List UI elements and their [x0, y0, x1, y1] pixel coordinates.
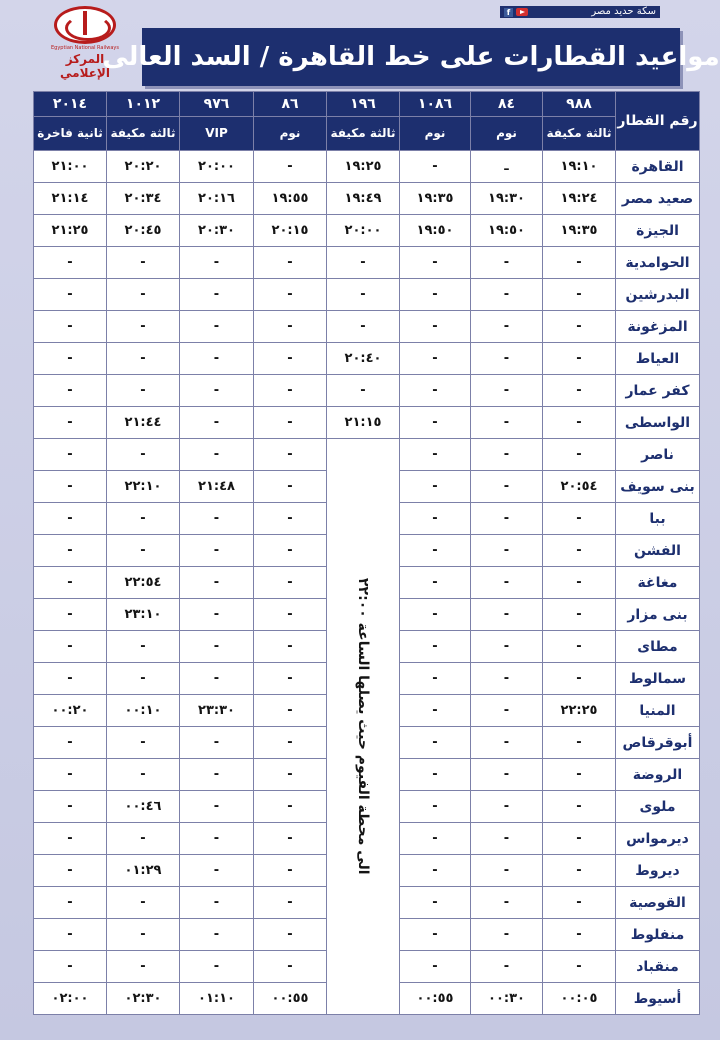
time-cell: -: [180, 503, 254, 535]
train-class: نوم: [471, 117, 543, 151]
time-cell: -: [34, 343, 107, 375]
station-name: أبوقرقاص: [616, 727, 700, 759]
time-cell: ٢١:٤٤: [107, 407, 180, 439]
station-name: البدرشين: [616, 279, 700, 311]
time-cell: -: [107, 439, 180, 471]
train-class: ثانية فاخرة: [34, 117, 107, 151]
train-class: VIP: [180, 117, 254, 151]
train-class: نوم: [254, 117, 327, 151]
time-cell: -: [327, 375, 400, 407]
train-196-note-cell: [327, 439, 400, 1015]
time-cell: -: [180, 855, 254, 887]
time-cell: -: [180, 631, 254, 663]
time-cell: -: [543, 887, 616, 919]
time-cell: -: [471, 919, 543, 951]
time-cell: -: [254, 311, 327, 343]
time-cell: -: [180, 343, 254, 375]
train-number: ٨٦: [254, 92, 327, 117]
time-cell: ٢١:١٤: [34, 183, 107, 215]
time-cell: -: [400, 311, 471, 343]
time-cell: -: [327, 279, 400, 311]
time-cell: -: [107, 727, 180, 759]
social-icons: [504, 8, 528, 17]
time-cell: -: [471, 727, 543, 759]
time-cell: -: [180, 247, 254, 279]
time-cell: -: [400, 919, 471, 951]
time-cell: -: [107, 535, 180, 567]
time-cell: -: [107, 663, 180, 695]
station-name: ناصر: [616, 439, 700, 471]
time-cell: -: [34, 759, 107, 791]
train-class: ثالثة مكيفة: [107, 117, 180, 151]
time-cell: -: [107, 759, 180, 791]
station-name: بنى سويف: [616, 471, 700, 503]
logo-subtitle: Egyptian National Railways: [51, 45, 119, 51]
time-cell: -: [400, 631, 471, 663]
time-cell: -: [34, 375, 107, 407]
title-banner: [102, 28, 720, 86]
time-cell: ٢٠:٠٠: [180, 151, 254, 183]
time-cell: ٠٠:٠٥: [543, 983, 616, 1015]
time-cell: ٢١:٢٥: [34, 215, 107, 247]
time-cell: ٢٠:٥٤: [543, 471, 616, 503]
time-cell: -: [471, 951, 543, 983]
time-cell: -: [471, 503, 543, 535]
time-cell: -: [34, 503, 107, 535]
time-cell: -: [471, 855, 543, 887]
time-cell: ١٩:٣٥: [400, 183, 471, 215]
station-name: المنيا: [616, 695, 700, 727]
time-cell: ٢٠:٣٤: [107, 183, 180, 215]
time-cell: ٢٠:١٥: [254, 215, 327, 247]
time-cell: -: [543, 407, 616, 439]
time-cell: -: [180, 407, 254, 439]
time-cell: ٢٠:٣٠: [180, 215, 254, 247]
time-cell: -: [34, 823, 107, 855]
time-cell: -: [471, 247, 543, 279]
time-cell: -: [543, 919, 616, 951]
time-cell: -: [400, 599, 471, 631]
time-cell: -: [180, 311, 254, 343]
time-cell: -: [400, 151, 471, 183]
time-cell: -: [471, 439, 543, 471]
time-cell: -: [34, 535, 107, 567]
table-row: [34, 247, 700, 279]
station-name: مطاى: [616, 631, 700, 663]
time-cell: ٢٠:٤٠: [327, 343, 400, 375]
time-cell: -: [254, 887, 327, 919]
time-cell: -: [107, 503, 180, 535]
time-cell: -: [543, 727, 616, 759]
time-cell: ٢٢:١٠: [107, 471, 180, 503]
time-cell: -: [543, 791, 616, 823]
time-cell: -: [180, 279, 254, 311]
time-cell: -: [254, 439, 327, 471]
time-cell: -: [471, 695, 543, 727]
station-name: الواسطى: [616, 407, 700, 439]
table-row: [34, 343, 700, 375]
station-name: المزغونة: [616, 311, 700, 343]
time-cell: -: [254, 663, 327, 695]
time-cell: -: [107, 279, 180, 311]
time-cell: ١٩:١٠: [543, 151, 616, 183]
time-cell: ٢٠:٤٥: [107, 215, 180, 247]
time-cell: -: [180, 919, 254, 951]
station-name: أسيوط: [616, 983, 700, 1015]
train-number: ١٠١٢: [107, 92, 180, 117]
time-cell: -: [543, 343, 616, 375]
time-cell: -: [180, 951, 254, 983]
time-cell: ٠٢:٠٠: [34, 983, 107, 1015]
station-name: مغاغة: [616, 567, 700, 599]
table-row: [34, 151, 700, 183]
time-cell: -: [180, 439, 254, 471]
time-cell: ٠٠:٥٥: [254, 983, 327, 1015]
time-cell: -: [400, 567, 471, 599]
time-cell: -: [34, 663, 107, 695]
time-cell: -: [180, 375, 254, 407]
time-cell: -: [254, 407, 327, 439]
time-cell: -: [180, 663, 254, 695]
station-name: القاهرة: [616, 151, 700, 183]
time-cell: ٠٠:٣٠: [471, 983, 543, 1015]
time-cell: -: [543, 279, 616, 311]
train-number: ٢٠١٤: [34, 92, 107, 117]
station-name: القوصية: [616, 887, 700, 919]
time-cell: ٢٠:١٦: [180, 183, 254, 215]
time-cell: -: [327, 311, 400, 343]
time-cell: -: [400, 279, 471, 311]
time-cell: -: [107, 343, 180, 375]
time-cell: -: [34, 311, 107, 343]
time-cell: -: [180, 535, 254, 567]
time-cell: -: [471, 631, 543, 663]
time-cell: ٠٠:٤٦: [107, 791, 180, 823]
time-cell: -: [400, 855, 471, 887]
station-name: منفلوط: [616, 919, 700, 951]
facebook-icon[interactable]: f: [504, 8, 513, 17]
header-row-numbers: [34, 92, 700, 117]
time-cell: -: [254, 791, 327, 823]
logo-name: المركز الإعلامي: [60, 52, 110, 80]
train-class: ثالثة مكيفة: [327, 117, 400, 151]
time-cell: -: [543, 439, 616, 471]
time-cell: ٢٢:٥٤: [107, 567, 180, 599]
time-cell: -: [543, 631, 616, 663]
time-cell: -: [34, 439, 107, 471]
time-cell: ٢٣:٣٠: [180, 695, 254, 727]
time-cell: -: [471, 311, 543, 343]
time-cell: ١٩:٢٥: [327, 151, 400, 183]
time-cell: -: [471, 887, 543, 919]
time-cell: -: [34, 567, 107, 599]
station-name: الفشن: [616, 535, 700, 567]
time-cell: -: [254, 279, 327, 311]
time-cell: -: [400, 535, 471, 567]
station-name: ديرمواس: [616, 823, 700, 855]
time-cell: -: [543, 759, 616, 791]
strip-label: سكة حديد مصر: [591, 6, 656, 17]
time-cell: ٢٢:٢٥: [543, 695, 616, 727]
time-cell: -: [471, 791, 543, 823]
table-row: [34, 183, 700, 215]
train-number: ٩٧٦: [180, 92, 254, 117]
time-cell: -: [254, 855, 327, 887]
station-name: الجيزة: [616, 215, 700, 247]
time-cell: ١٩:٥٠: [471, 215, 543, 247]
time-cell: -: [543, 823, 616, 855]
time-cell: -: [107, 887, 180, 919]
station-name: الحوامدية: [616, 247, 700, 279]
time-cell: ١٩:٥٥: [254, 183, 327, 215]
time-cell: -: [471, 375, 543, 407]
time-cell: -: [34, 919, 107, 951]
time-cell: ١٩:٣٠: [471, 183, 543, 215]
train-number: ٨٤: [471, 92, 543, 117]
time-cell: ١٩:٤٩: [327, 183, 400, 215]
time-cell: -: [254, 951, 327, 983]
time-cell: ـ: [471, 151, 543, 183]
time-cell: -: [471, 471, 543, 503]
train-number: ٩٨٨: [543, 92, 616, 117]
railway-emblem-icon: [54, 6, 116, 44]
train-number-header: رقم القطار: [616, 92, 700, 151]
time-cell: -: [543, 855, 616, 887]
time-cell: ٢١:٤٨: [180, 471, 254, 503]
page-title: مواعيد القطارات على خط القاهرة / السد العالى: [102, 42, 720, 72]
time-cell: -: [34, 247, 107, 279]
time-cell: -: [107, 631, 180, 663]
time-cell: -: [107, 311, 180, 343]
station-name: العياط: [616, 343, 700, 375]
time-cell: -: [400, 695, 471, 727]
time-cell: ٢١:٠٠: [34, 151, 107, 183]
station-name: ببا: [616, 503, 700, 535]
time-cell: -: [254, 727, 327, 759]
station-name: بنى مزار: [616, 599, 700, 631]
train-class: نوم: [400, 117, 471, 151]
time-cell: -: [471, 535, 543, 567]
time-cell: -: [543, 311, 616, 343]
time-cell: -: [254, 535, 327, 567]
time-cell: -: [34, 471, 107, 503]
schedule-table: [33, 91, 700, 1015]
time-cell: -: [34, 599, 107, 631]
time-cell: -: [254, 471, 327, 503]
time-cell: -: [400, 887, 471, 919]
time-cell: -: [400, 663, 471, 695]
table-row: [34, 279, 700, 311]
time-cell: -: [34, 407, 107, 439]
station-name: سمالوط: [616, 663, 700, 695]
time-cell: -: [471, 823, 543, 855]
time-cell: -: [254, 759, 327, 791]
time-cell: -: [400, 951, 471, 983]
note-wrap: [327, 439, 399, 1014]
time-cell: -: [107, 919, 180, 951]
time-cell: -: [107, 951, 180, 983]
time-cell: -: [34, 631, 107, 663]
time-cell: -: [254, 919, 327, 951]
time-cell: ٠٠:٢٠: [34, 695, 107, 727]
time-cell: -: [543, 567, 616, 599]
time-cell: -: [471, 759, 543, 791]
time-cell: -: [34, 887, 107, 919]
time-cell: -: [34, 855, 107, 887]
time-cell: -: [254, 151, 327, 183]
train-number: ١٩٦: [327, 92, 400, 117]
time-cell: -: [400, 727, 471, 759]
time-cell: -: [254, 631, 327, 663]
time-cell: -: [471, 343, 543, 375]
time-cell: -: [254, 567, 327, 599]
station-name: الروضة: [616, 759, 700, 791]
station-name: منقباد: [616, 951, 700, 983]
time-cell: ٢٠:٢٠: [107, 151, 180, 183]
time-cell: -: [400, 791, 471, 823]
station-name: ملوى: [616, 791, 700, 823]
time-cell: -: [471, 599, 543, 631]
time-cell: -: [180, 759, 254, 791]
time-cell: ١٩:٢٤: [543, 183, 616, 215]
time-cell: -: [254, 503, 327, 535]
station-name: صعيد مصر: [616, 183, 700, 215]
header-row-classes: [34, 117, 700, 151]
time-cell: -: [180, 887, 254, 919]
top-strip: [500, 6, 660, 18]
time-cell: -: [400, 407, 471, 439]
time-cell: -: [471, 407, 543, 439]
time-cell: -: [107, 247, 180, 279]
time-cell: -: [543, 951, 616, 983]
time-cell: -: [543, 247, 616, 279]
time-cell: ٠١:١٠: [180, 983, 254, 1015]
time-cell: -: [543, 663, 616, 695]
time-cell: -: [34, 951, 107, 983]
time-cell: -: [254, 695, 327, 727]
time-cell: -: [471, 279, 543, 311]
station-name: كفر عمار: [616, 375, 700, 407]
time-cell: -: [180, 823, 254, 855]
time-cell: -: [400, 759, 471, 791]
time-cell: -: [543, 375, 616, 407]
time-cell: -: [400, 471, 471, 503]
time-cell: -: [327, 247, 400, 279]
time-cell: ٢١:١٥: [327, 407, 400, 439]
time-cell: -: [254, 343, 327, 375]
table-row: [34, 311, 700, 343]
time-cell: -: [400, 503, 471, 535]
time-cell: -: [471, 663, 543, 695]
train-number: ١٠٨٦: [400, 92, 471, 117]
time-cell: -: [543, 599, 616, 631]
time-cell: -: [543, 535, 616, 567]
time-cell: -: [543, 503, 616, 535]
table-row: [34, 215, 700, 247]
time-cell: -: [254, 599, 327, 631]
time-cell: -: [254, 375, 327, 407]
time-cell: -: [180, 727, 254, 759]
time-cell: -: [254, 823, 327, 855]
time-cell: -: [107, 823, 180, 855]
station-name: ديروط: [616, 855, 700, 887]
time-cell: -: [34, 727, 107, 759]
time-cell: ٠٢:٣٠: [107, 983, 180, 1015]
youtube-icon[interactable]: [516, 8, 528, 16]
time-cell: -: [34, 791, 107, 823]
time-cell: ٠٠:١٠: [107, 695, 180, 727]
train-196-note: الى محطة الفيوم حيث يصلها الساعة ٢٢:٠٠: [355, 578, 371, 875]
time-cell: ٢٣:١٠: [107, 599, 180, 631]
time-cell: -: [180, 599, 254, 631]
table-row: [34, 375, 700, 407]
time-cell: -: [400, 375, 471, 407]
table-row: [34, 439, 700, 471]
time-cell: -: [400, 823, 471, 855]
time-cell: -: [400, 247, 471, 279]
time-cell: ٠١:٢٩: [107, 855, 180, 887]
time-cell: -: [180, 567, 254, 599]
time-cell: -: [180, 791, 254, 823]
time-cell: -: [34, 279, 107, 311]
time-cell: -: [471, 567, 543, 599]
table-row: [34, 407, 700, 439]
time-cell: ١٩:٣٥: [543, 215, 616, 247]
time-cell: -: [400, 439, 471, 471]
time-cell: -: [107, 375, 180, 407]
time-cell: -: [254, 247, 327, 279]
train-class: ثالثة مكيفة: [543, 117, 616, 151]
time-cell: ٢٠:٠٠: [327, 215, 400, 247]
time-cell: ١٩:٥٠: [400, 215, 471, 247]
time-cell: ٠٠:٥٥: [400, 983, 471, 1015]
time-cell: -: [400, 343, 471, 375]
